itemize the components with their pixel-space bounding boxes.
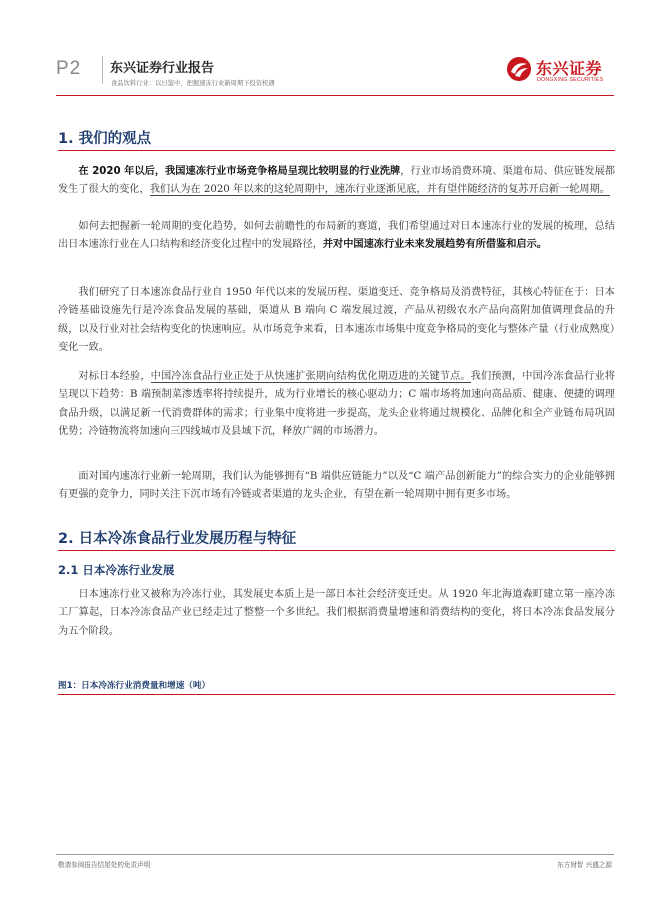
header-rule (56, 95, 614, 96)
paragraph-4 (58, 368, 615, 442)
paragraph-4-text-b: 我们预测，中国冷冻食品行业将呈现以下趋势：B 端预制菜渗透率将持续提升，成为行业增长的核心驱动力；C 端市场将加速向高品质、健康、便捷的调理食品升级，以满足新一代消费群体的需求；行业集中度将进一步提高，龙头企业将通过规模化、品牌化和全产业链布局巩固优势；冷链物流将加速向三四线城市及县域下沉，释放广阔的市场潜力。 (58, 371, 616, 438)
paragraph-1-text: ，行业市场消费环境、渠道布局、供应链发展都发生了很大的变化， (58, 166, 616, 196)
brand-logo (506, 54, 618, 90)
subsection-2-1-title: 2.1 日本冷冻行业发展 (58, 563, 175, 577)
section-1-title: 1. 我们的观点 (58, 131, 152, 147)
paragraph-3: 我们研究了日本速冻食品行业自 1950 年代以来的发展历程、渠道变迁、竞争格局及消费特征，其核心特征在于：日本冷链基础设施先行是冷冻食品发展的基础，渠道从 B 端向 C 端发展过渡，产品从初级农水产品向高附加值调理食品的升级，以及行业对社会结构变化的快速响应。从市场竞争来看，日本速冻市场集中度竞争格局的变化与整体产量（行业成熟度）变化一致。 (58, 287, 615, 354)
logo-emblem-icon (506, 56, 532, 82)
page-number: P2 (56, 58, 82, 79)
report-subtitle: 食品饮料行业：以日鉴中，把握速冻行业新周期下投资机遇 (111, 80, 275, 87)
page-header (0, 0, 662, 100)
paragraph-1-underlined: 我们认为在 2020 年以来的这轮周期中，速冻行业逐渐见底，并有望伴随经济的复苏开启新一轮周期。 (149, 184, 610, 196)
paragraph-2-bold: 并对中国速冻行业未来发展趋势有所借鉴和启示。 (322, 239, 547, 251)
section-2-rule (58, 550, 615, 551)
paragraph-6: 日本速冻行业又被称为冷冻行业，其发展史本质上是一部日本社会经济变迁史。从 1920 年北海道森町建立第一座冷冻工厂算起，日本冷冻食品产业已经走过了整整一个多世纪。我们根据消费量增速和消费结构的变化，将日本冷冻食品发展分为五个阶段。 (58, 589, 615, 637)
paragraph-5: 面对国内速冻行业新一轮周期，我们认为能够拥有“B 端供应链能力”以及“C 端产品创新能力”的综合实力的企业能够拥有更强的竞争力，同时关注下沉市场有冷链或者渠道的龙头企业，有望在新一轮周期中拥有更多市场。 (58, 471, 615, 501)
logo-text-en: DONGXING SECURITIES (537, 77, 604, 83)
paragraph-1 (58, 163, 615, 200)
figure-1-caption: 图1：日本冷冻行业消费量和增速（吨） (58, 681, 211, 691)
footer-rule (56, 854, 614, 855)
paragraph-4-underlined: 中国冷冻食品行业正处于从快速扩张期向结构优化期迈进的关键节点。 (150, 371, 471, 382)
figure-1-rule (58, 694, 615, 695)
footer-disclaimer: 敬请参阅报告结尾处的免责声明 (58, 861, 151, 869)
footer-slogan: 东方财智 兴盛之源 (557, 861, 612, 869)
header-divider (102, 56, 103, 84)
paragraph-1-bold: 在 2020 年以后，我国速冻行业市场竞争格局呈现比较明显的行业洗牌 (78, 166, 401, 177)
paragraph-2 (58, 218, 615, 255)
paragraph-4-text-a: 对标日本经验， (78, 371, 151, 382)
logo-text-cn: 东兴证券 (536, 59, 603, 78)
paragraph-2-text: 如何去把握新一轮周期的变化趋势，如何去前瞻性的布局新的赛道，我们希望通过对日本速冻行业的发展的梳理，总结出日本速冻行业在人口结构和经济变化过程中的发展路径， (58, 221, 615, 251)
report-title: 东兴证券行业报告 (110, 61, 215, 76)
section-1-rule (58, 150, 615, 151)
section-2-title: 2. 日本冷冻食品行业发展历程与特征 (58, 531, 297, 547)
